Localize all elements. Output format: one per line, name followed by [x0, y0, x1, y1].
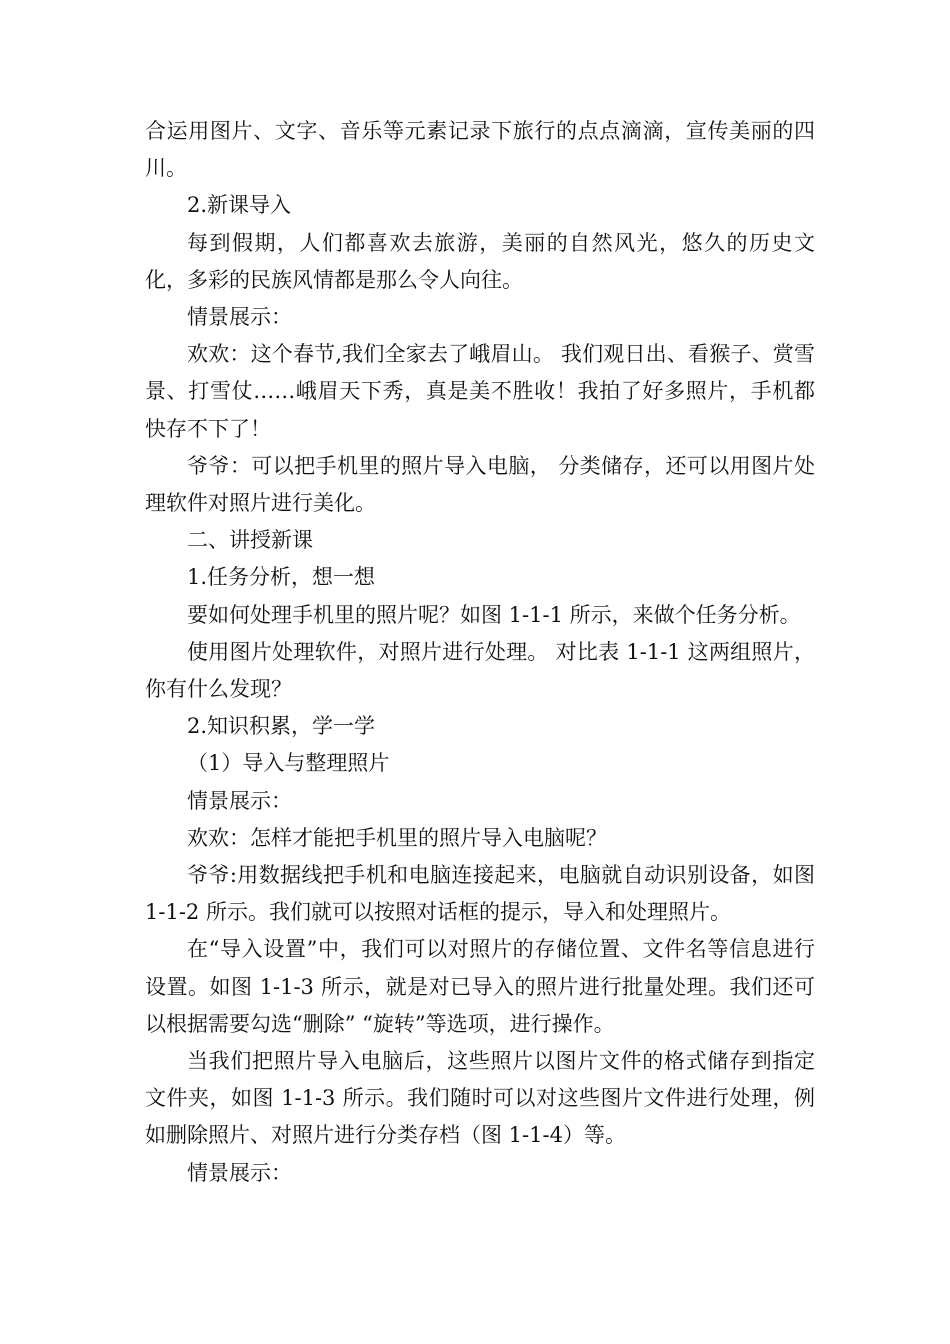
- paragraph: 欢欢：这个春节,我们全家去了峨眉山。 我们观日出、看猴子、赏雪景、打雪仗……峨眉天下秀，真是美不胜收！我拍了好多照片，手机都快存不下了！: [145, 342, 815, 441]
- paragraph: 在“导入设置”中，我们可以对照片的存储位置、文件名等信息进行设置。如图 1-1-3 所示，就是对已导入的照片进行批量处理。我们还可以根据需要勾选“删除” “旋转”等选项，进行操作。: [145, 937, 815, 1036]
- section-heading: 2.知识积累，学一学: [187, 714, 376, 739]
- paragraph: 情景展示：: [187, 1160, 292, 1185]
- section-heading: 二、讲授新课: [187, 528, 313, 553]
- paragraph: 要如何处理手机里的照片呢？如图 1-1-1 所示，来做个任务分析。: [187, 602, 801, 627]
- paragraph: 爷爷:用数据线把手机和电脑连接起来，电脑就自动识别设备，如图 1-1-2 所示。我们就可以按照对话框的提示，导入和处理照片。: [145, 863, 815, 925]
- paragraph: 情景展示：: [187, 788, 292, 813]
- paragraph: 每到假期，人们都喜欢去旅游，美丽的自然风光，悠久的历史文化，多彩的民族风情都是那么令人向往。: [145, 230, 815, 292]
- paragraph: 使用图片处理软件，对照片进行处理。 对比表 1-1-1 这两组照片，你有什么发现？: [145, 639, 815, 702]
- paragraph: 当我们把照片导入电脑后，这些照片以图片文件的格式储存到指定文件夹，如图 1-1-3 所示。我们随时可以对这些图片文件进行处理，例如删除照片、对照片进行分类存档（图 1-1-4）等。: [145, 1049, 815, 1148]
- section-heading: 1.任务分析，想一想: [187, 565, 376, 590]
- paragraph: 爷爷：可以把手机里的照片导入电脑， 分类储存，还可以用图片处理软件对照片进行美化。: [145, 453, 815, 516]
- paragraph: 情景展示：: [187, 305, 292, 330]
- section-heading: （1）导入与整理照片: [187, 751, 390, 776]
- document-page: [145, 113, 815, 1192]
- paragraph: 欢欢：怎样才能把手机里的照片导入电脑呢？: [187, 825, 607, 850]
- paragraph: 合运用图片、文字、音乐等元素记录下旅行的点点滴滴，宣传美丽的四川。: [145, 119, 815, 181]
- section-heading: 2.新课导入: [187, 193, 292, 218]
